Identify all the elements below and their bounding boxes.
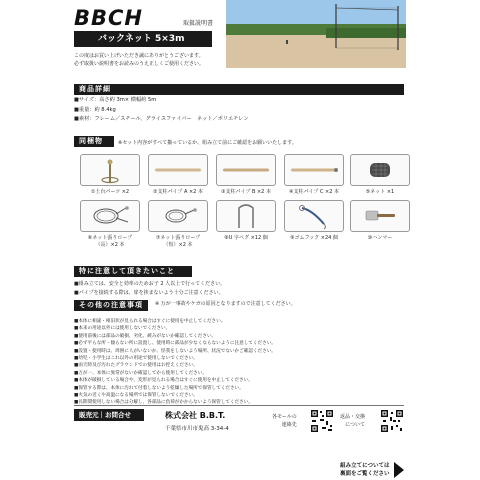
- mall-label-line: 各モールの: [272, 414, 297, 420]
- notes-heading: その他の注意事項: [74, 300, 148, 311]
- assembly-note-line: 裏面をご覧ください: [340, 471, 390, 477]
- rope-short-icon: [148, 200, 208, 232]
- returns-label-line: について: [345, 422, 366, 428]
- company-name: 株式会社 B.B.T.: [165, 411, 226, 420]
- part-label: ④支柱パイプ C ×2 本: [289, 189, 339, 195]
- returns-label-line: 返品・交換: [340, 414, 366, 420]
- part-label: ⑧U 字ペグ ×12 個: [224, 235, 268, 241]
- spec-material: ■素材：フレーム／スチール、グライスファイバー ネット／ポリエチレン: [74, 116, 249, 122]
- product-title: バックネット 5×3m: [74, 31, 212, 47]
- brand-logo: BBCH: [74, 6, 143, 30]
- intro-line: 必ず取扱い説明書をお読みのうえ正しくご使用ください。: [74, 61, 205, 67]
- part-label-line: ⑦ネット張りロープ: [155, 235, 201, 241]
- intro-line: この度はお買い上げいただき誠にありがとうございます。: [74, 53, 204, 59]
- intro-text: [74, 52, 219, 68]
- note-item: ■本体が破損している場合や、変形が見られる場合はすぐに使用を中止してください。: [74, 378, 253, 384]
- rubber-hook-icon: [284, 200, 344, 232]
- part-item: [350, 200, 410, 242]
- notes-list: [74, 318, 404, 407]
- part-label: ①土台パーツ ×2: [90, 189, 130, 195]
- part-label: ⑨ゴムフック ×24 個: [290, 235, 338, 241]
- part-label: [148, 235, 208, 249]
- assembly-note-line: 組み立てについては: [340, 463, 390, 469]
- note-item: ■必ず平らな所・傾らない所に設置し、使用時に部品が少なくならないように注意してください。: [74, 341, 276, 347]
- page-turn-arrow-icon: [394, 462, 404, 480]
- caution-item: ■組み立ては、安全と効率のためお子 2 人以上で行ってください。: [74, 281, 226, 287]
- parts-note: ※セット内容がすべて揃っているか、組み立て前にご確認をお願いいたします。: [118, 140, 297, 146]
- caution-heading: 特に注意して頂きたいこと: [74, 266, 192, 277]
- specs-list: [74, 96, 249, 125]
- returns-qr-code[interactable]: [380, 409, 404, 433]
- note-item: ■本来の用途以外には使用しないでください。: [74, 326, 171, 332]
- note-item: ■設置・使用時は、周囲に人がいないか、怪我をしないよう場所、状況でないかご確認ください。: [74, 348, 276, 354]
- specs-heading: 商品詳細: [74, 84, 404, 95]
- returns-label: [340, 413, 365, 429]
- part-item: [80, 154, 140, 196]
- part-item: [216, 200, 276, 242]
- caution-item: ■パイプを接続する際は、扉を挟まないよう十分ご注意ください。: [74, 290, 224, 296]
- part-item: [216, 154, 276, 196]
- part-item: [350, 154, 410, 196]
- part-label: ③支柱パイプ B ×2 本: [221, 189, 271, 195]
- mall-label-line: 連絡先: [281, 422, 297, 428]
- pipe-c-icon: [284, 154, 344, 186]
- part-label-line: （短）×2 本: [163, 242, 193, 248]
- assembly-reference-note: [340, 462, 390, 478]
- company-address: 千葉県市川市鬼高 3-34-4: [165, 426, 229, 432]
- note-item: ■本体に相違・相旧状が見られる場合はすぐに使用を中止してください。: [74, 319, 226, 324]
- part-label: ②支柱パイプ A ×2 本: [153, 189, 203, 195]
- note-item: ■使用前後には部品の破損、劣化、緩みがないか確認してください。: [74, 333, 217, 339]
- note-item: ■雨天時及び汚れたグラウンドでの使用はお控えください。: [74, 363, 198, 369]
- caution-list: [74, 280, 225, 298]
- spec-size: ■サイズ：高さ約 3m× 横幅約 5m: [74, 97, 157, 103]
- part-item: [284, 200, 344, 242]
- parts-heading: 同梱物: [74, 136, 114, 147]
- part-item: [148, 154, 208, 196]
- seller-heading: 販売元｜お問合せ: [74, 409, 144, 421]
- hammer-icon: [350, 200, 410, 232]
- product-photo: [226, 0, 406, 68]
- mall-qr-code[interactable]: [310, 409, 334, 433]
- part-label: ⑩ハンマー: [367, 235, 393, 241]
- document-kind: 取扱説明書: [183, 20, 214, 27]
- part-item: [284, 154, 344, 196]
- base-part-icon: [80, 154, 140, 186]
- seller-divider: [74, 405, 404, 406]
- rope-long-icon: [80, 200, 140, 232]
- note-item: ■長期間使用しない場合は分解し、各部品に負荷がかからないよう保管してください。: [74, 400, 253, 406]
- part-label-line: （長）×2 本: [95, 242, 125, 248]
- pipe-b-icon: [216, 154, 276, 186]
- net-icon: [350, 154, 410, 186]
- part-label-line: ⑥ネット張りロープ: [87, 235, 133, 241]
- pipe-a-icon: [148, 154, 208, 186]
- note-item: ■万が一、本体に異常がないか確認してから使用してください。: [74, 370, 207, 376]
- part-item: [80, 200, 140, 249]
- note-item: ■幼児・小学生はこれ以外の用途で使用しないでください。: [74, 356, 198, 362]
- spec-weight: ■重量：約 8.4kg: [74, 106, 116, 113]
- note-item: ■火気の近くや高温になる場所では保管しないでください。: [74, 393, 198, 399]
- part-label: ⑤ネット ×1: [365, 189, 395, 195]
- part-item: [148, 200, 208, 249]
- u-peg-icon: [216, 200, 276, 232]
- part-label: [80, 235, 140, 249]
- note-item: ■保管する際は、本体に汚れて付着しないよう乾燥した場所で保管してください。: [74, 385, 244, 391]
- mall-contact-label: [272, 413, 297, 429]
- notes-sub-note: ※ 万が一事故やケガの原因となりますので注意してください。: [155, 301, 296, 307]
